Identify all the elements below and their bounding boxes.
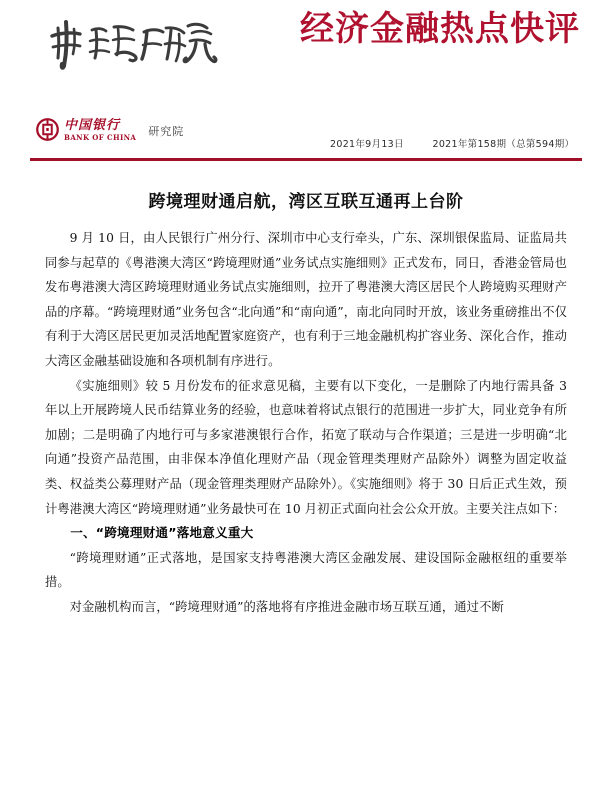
body-paragraph: 9 月 10 日，由人民银行广州分行、深圳市中心支行牵头，广东、深圳银保监局、证监局共同参与起草的《粤港澳大湾区“跨境理财通”业务试点实施细则》正式发布，同日，香港金管局也发布粤港澳大湾区跨境理财通业务试点实施细则，拉开了粤港澳大湾区居民个人跨境购买理财产品的序幕。“跨境理财通”业务包含“北向通”和“南向通”，南北向同时开放，该业务重磅推出不仅有利于大湾区居民更加灵活地配置家庭资产，也有利于三地金融机构扩容业务、深化合作，推动大湾区金融基础设施和各项机制有序进行。 — [45, 231, 567, 368]
boc-name-cn: 中国银行 — [64, 118, 121, 133]
bank-of-china-logo-icon — [36, 118, 59, 141]
issue-date: 2021年9月13日 — [330, 139, 404, 150]
body-paragraph: “跨境理财通”正式落地，是国家支持粤港澳大湾区金融发展、建设国际金融枢纽的重要举措。 — [45, 550, 567, 590]
masthead-title: 经济金融热点快评 — [300, 9, 580, 49]
boc-name-en: BANK OF CHINA — [64, 133, 137, 142]
issue-number: 2021年第158期（总第594期） — [432, 139, 575, 150]
page-title: 跨境理财通启航，湾区互联互通再上台阶 — [148, 192, 464, 212]
body-paragraph: 《实施细则》较 5 月份发布的征求意见稿，主要有以下变化，一是删除了内地行需具备 3 年以上开展跨境人民币结算业务的经验，也意味着将试点银行的范围进一步扩大，同业竞争有所加剧；二是明确了内地行可与多家港澳银行合作，拓宽了联动与合作渠道；三是进一步明确“北向通”投资产品范围，由非保本净值化理财产品（现金管理类理财产品除外）调整为固定收益类、权益类公募理财产品（现金管理类理财产品除外）。《实施细则》将于 30 日后正式生效，预计粤港澳大湾区“跨境理财通”业务最快可在 10 月初正式面向社会公众开放。主要关注点如下： — [45, 378, 567, 516]
bank-of-china-logo — [36, 118, 184, 141]
logo-issue-row — [30, 118, 582, 154]
masthead — [30, 0, 582, 118]
boc-institute-label: 研究院 — [148, 125, 185, 138]
header-divider-rule — [30, 158, 582, 161]
boc-wordmark — [64, 118, 136, 141]
section-heading: 一、“跨境理财通”落地意义重大 — [70, 525, 254, 541]
body-paragraph: 对金融机构而言，“跨境理财通”的落地将有序推进金融市场互联互通，通过不断 — [69, 599, 504, 614]
document-body — [45, 226, 567, 620]
brand-script-logo — [40, 14, 220, 72]
issue-line — [330, 136, 574, 150]
